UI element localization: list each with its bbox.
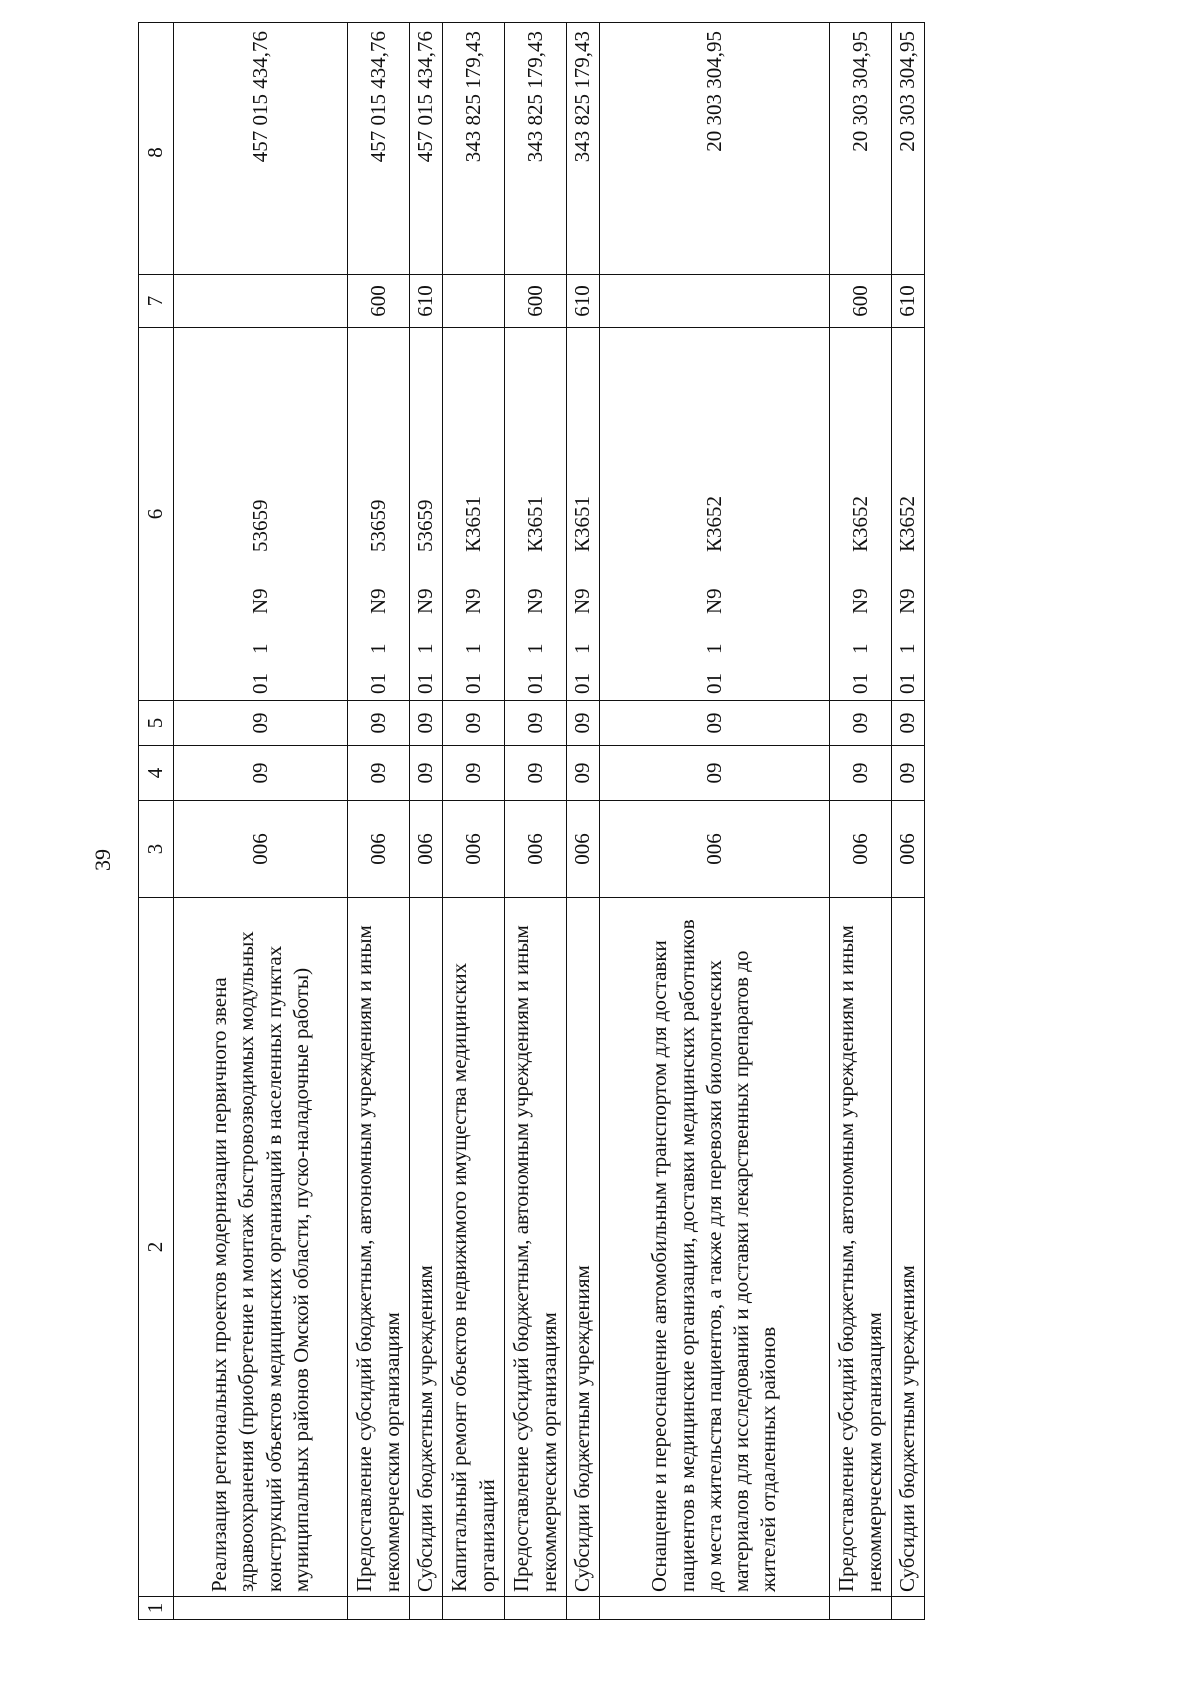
code-part-project: N9 (701, 588, 726, 614)
header-col-6: 6 (139, 328, 174, 701)
table-row (600, 23, 830, 1620)
rotated-page (90, 31, 1018, 1620)
header-col-4: 4 (139, 746, 174, 801)
code-part-project: N9 (522, 588, 547, 614)
code-part-type: 1 (413, 643, 438, 654)
code-part-project: N9 (247, 588, 272, 614)
row-subsection: 09 (443, 701, 505, 746)
code-part-type: 1 (895, 643, 920, 654)
row-expense-type: 600 (348, 275, 410, 328)
row-subsection: 09 (505, 701, 567, 746)
code-part-project: N9 (847, 588, 872, 614)
header-col-5: 5 (139, 701, 174, 746)
table-row (443, 23, 505, 1620)
row-admin-code: 006 (567, 801, 600, 898)
code-part-program: 01 (701, 673, 726, 694)
row-target-article (410, 328, 443, 701)
code-part-direction: К3651 (460, 495, 485, 552)
code-part-project: N9 (460, 588, 485, 614)
code-part-program: 01 (460, 673, 485, 694)
row-amount: 20 303 304,95 (892, 23, 925, 275)
header-col-7: 7 (139, 275, 174, 328)
row-expense-type: 610 (892, 275, 925, 328)
code-part-direction: К3652 (895, 495, 920, 552)
code-part-project: N9 (570, 588, 595, 614)
row-number-cell (174, 1597, 348, 1620)
row-number-cell (567, 1597, 600, 1620)
header-col-2: 2 (139, 898, 174, 1597)
row-subsection: 09 (410, 701, 443, 746)
row-target-article (443, 328, 505, 701)
code-part-direction: К3652 (701, 495, 726, 552)
row-target-article (567, 328, 600, 701)
row-expense-type: 610 (410, 275, 443, 328)
row-admin-code: 006 (410, 801, 443, 898)
row-admin-code: 006 (174, 801, 348, 898)
row-subsection: 09 (600, 701, 830, 746)
row-section: 09 (174, 746, 348, 801)
header-col-3: 3 (139, 801, 174, 898)
row-admin-code: 006 (600, 801, 830, 898)
row-section: 09 (830, 746, 892, 801)
code-part-program: 01 (365, 673, 390, 694)
row-expense-type (600, 275, 830, 328)
row-subsection: 09 (567, 701, 600, 746)
row-name: Субсидии бюджетным учреждениям (410, 898, 443, 1597)
code-part-type: 1 (847, 643, 872, 654)
code-part-direction: 53659 (247, 499, 272, 552)
row-number-cell (600, 1597, 830, 1620)
row-section: 09 (443, 746, 505, 801)
code-part-type: 1 (247, 643, 272, 654)
row-expense-type (174, 275, 348, 328)
row-number-cell (443, 1597, 505, 1620)
row-number-cell (505, 1597, 567, 1620)
row-target-article (892, 328, 925, 701)
code-part-program: 01 (247, 673, 272, 694)
code-part-program: 01 (847, 673, 872, 694)
budget-table (138, 22, 925, 1620)
row-target-article (830, 328, 892, 701)
row-name: Капитальный ремонт объектов недвижимого имущества медицинских организаций (443, 898, 505, 1597)
row-number-cell (410, 1597, 443, 1620)
row-section: 09 (567, 746, 600, 801)
code-part-direction: 53659 (365, 499, 390, 552)
row-expense-type: 600 (830, 275, 892, 328)
code-part-program: 01 (895, 673, 920, 694)
row-amount: 20 303 304,95 (600, 23, 830, 275)
row-section: 09 (410, 746, 443, 801)
table-row (174, 23, 348, 1620)
row-number-cell (830, 1597, 892, 1620)
row-subsection: 09 (830, 701, 892, 746)
row-name: Субсидии бюджетным учреждениям (567, 898, 600, 1597)
table-header-row (139, 23, 174, 1620)
code-part-direction: К3651 (522, 495, 547, 552)
row-name: Предоставление субсидий бюджетным, автономным учреждениям и иным некоммерческим организациям (505, 898, 567, 1597)
row-target-article (505, 328, 567, 701)
code-part-project: N9 (895, 588, 920, 614)
table-row (505, 23, 567, 1620)
row-number-cell (348, 1597, 410, 1620)
row-section: 09 (505, 746, 567, 801)
table-row (567, 23, 600, 1620)
table-row (348, 23, 410, 1620)
row-name: Реализация региональных проектов модернизации первичного звена здравоохранения (приобретение и монтаж быстровозводимых модульных конструкций объектов медицинских организаций в населенных пунктах муниципальных районов Омской области, пуско-наладочные работы) (174, 898, 348, 1597)
code-part-direction: 53659 (413, 499, 438, 552)
table-row (830, 23, 892, 1620)
code-part-direction: К3651 (570, 495, 595, 552)
row-target-article (348, 328, 410, 701)
row-amount: 457 015 434,76 (174, 23, 348, 275)
row-amount: 457 015 434,76 (348, 23, 410, 275)
row-section: 09 (600, 746, 830, 801)
row-name: Оснащение и переоснащение автомобильным транспортом для доставки пациентов в медицинские организации, доставки медицинских работников до места жительства пациентов, а также для перевозки биологических материалов для исследований и доставки лекарственных препаратов до жителей отдаленных районов (600, 898, 830, 1597)
code-part-program: 01 (522, 673, 547, 694)
row-subsection: 09 (892, 701, 925, 746)
row-name: Предоставление субсидий бюджетным, автономным учреждениям и иным некоммерческим организациям (830, 898, 892, 1597)
row-admin-code: 006 (505, 801, 567, 898)
code-part-project: N9 (413, 588, 438, 614)
code-part-program: 01 (413, 673, 438, 694)
code-part-type: 1 (365, 643, 390, 654)
header-col-1: 1 (139, 1597, 174, 1620)
row-admin-code: 006 (443, 801, 505, 898)
row-section: 09 (348, 746, 410, 801)
code-part-type: 1 (460, 643, 485, 654)
row-name: Предоставление субсидий бюджетным, автономным учреждениям и иным некоммерческим организациям (348, 898, 410, 1597)
header-col-8: 8 (139, 23, 174, 275)
row-amount: 20 303 304,95 (830, 23, 892, 275)
row-section: 09 (892, 746, 925, 801)
row-subsection: 09 (348, 701, 410, 746)
code-part-type: 1 (701, 643, 726, 654)
row-admin-code: 006 (830, 801, 892, 898)
row-name: Субсидии бюджетным учреждениям (892, 898, 925, 1597)
row-amount: 343 825 179,43 (443, 23, 505, 275)
row-admin-code: 006 (348, 801, 410, 898)
row-amount: 343 825 179,43 (567, 23, 600, 275)
row-expense-type (443, 275, 505, 328)
code-part-type: 1 (570, 643, 595, 654)
table-row (892, 23, 925, 1620)
code-part-type: 1 (522, 643, 547, 654)
row-target-article (174, 328, 348, 701)
table-row (410, 23, 443, 1620)
row-number-cell (892, 1597, 925, 1620)
code-part-direction: К3652 (847, 495, 872, 552)
row-subsection: 09 (174, 701, 348, 746)
row-target-article (600, 328, 830, 701)
row-amount: 343 825 179,43 (505, 23, 567, 275)
code-part-project: N9 (365, 588, 390, 614)
row-amount: 457 015 434,76 (410, 23, 443, 275)
row-admin-code: 006 (892, 801, 925, 898)
row-expense-type: 600 (505, 275, 567, 328)
row-expense-type: 610 (567, 275, 600, 328)
page-number: 39 (90, 849, 115, 871)
code-part-program: 01 (570, 673, 595, 694)
